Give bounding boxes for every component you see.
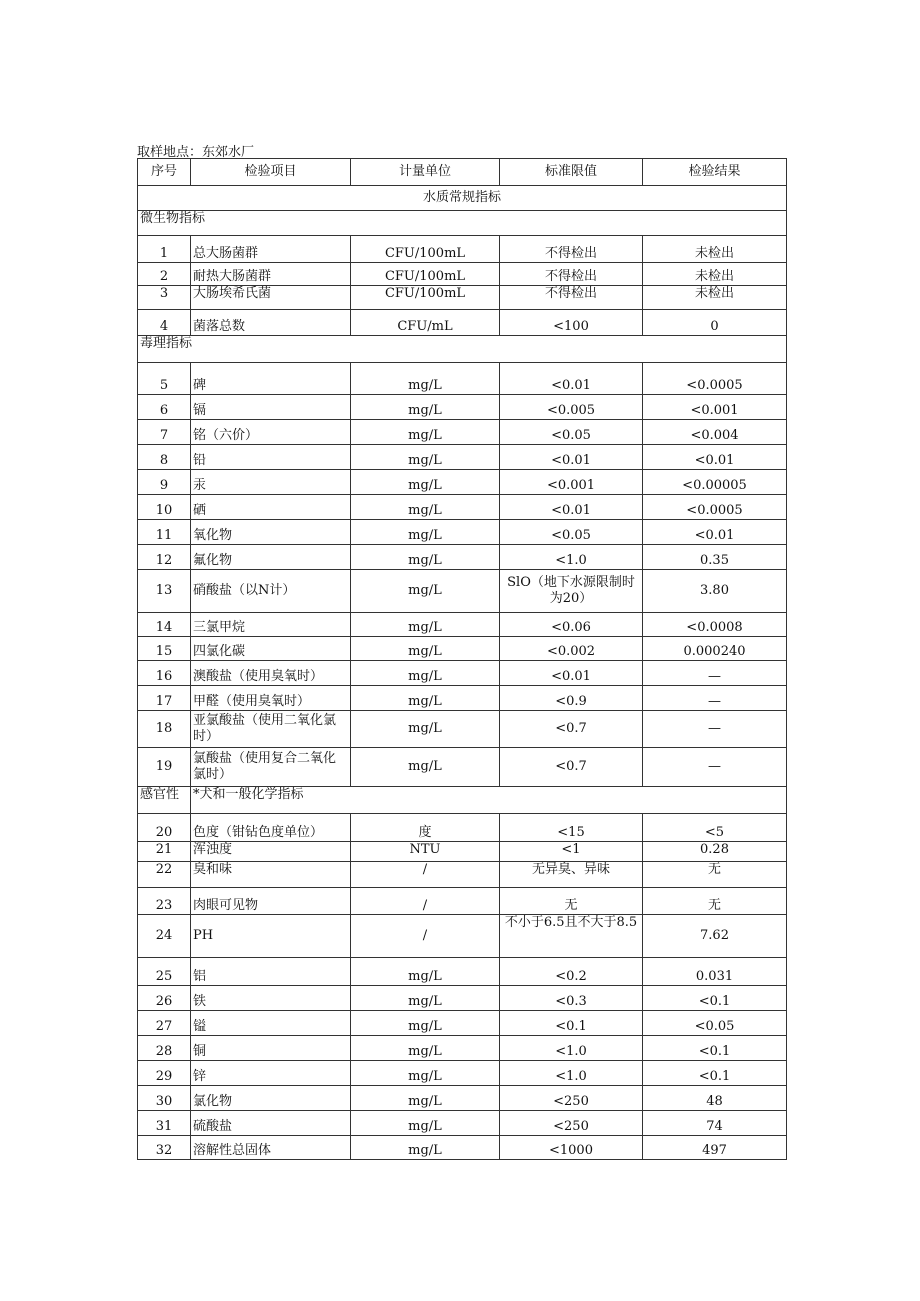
row-number: 23 (138, 888, 191, 915)
item-name: 肉眼可见物 (191, 888, 351, 915)
standard-limit: 不小于6.5且不大于8.5 (500, 915, 643, 958)
test-result: <0.0005 (643, 495, 787, 520)
standard-limit: <0.01 (500, 363, 643, 395)
row-number: 22 (138, 862, 191, 888)
row-number: 6 (138, 395, 191, 420)
group-label-cont: *犬和一般化学指标 (191, 787, 787, 814)
table-row (138, 236, 787, 263)
test-result: 未检出 (643, 263, 787, 286)
table-row (138, 986, 787, 1011)
table-row (138, 286, 787, 310)
item-name: 总大肠菌群 (191, 236, 351, 263)
group-row (138, 211, 787, 236)
item-name: 铜 (191, 1036, 351, 1061)
test-result: 无 (643, 888, 787, 915)
table-row (138, 545, 787, 570)
table-row (138, 711, 787, 748)
standard-limit: <0.7 (500, 748, 643, 787)
item-name: 铝 (191, 958, 351, 986)
test-result: <0.01 (643, 520, 787, 545)
item-name: 亚氯酸盐（使用二氧化氯时） (191, 711, 351, 748)
group-row (138, 787, 787, 814)
water-quality-table (137, 158, 787, 1160)
row-number: 28 (138, 1036, 191, 1061)
unit: mg/L (351, 470, 500, 495)
item-name: PH (191, 915, 351, 958)
standard-limit: <0.01 (500, 661, 643, 686)
header-limit: 标准限值 (500, 159, 643, 186)
test-result: — (643, 711, 787, 748)
item-name: 三氯甲烷 (191, 613, 351, 637)
unit: mg/L (351, 1011, 500, 1036)
test-result: <0.1 (643, 1036, 787, 1061)
item-name: 氧化物 (191, 520, 351, 545)
table-row (138, 1136, 787, 1160)
unit: mg/L (351, 1136, 500, 1160)
standard-limit: <1.0 (500, 545, 643, 570)
standard-limit: <0.9 (500, 686, 643, 711)
unit: mg/L (351, 1086, 500, 1111)
row-number: 24 (138, 915, 191, 958)
unit: / (351, 915, 500, 958)
test-result: 0.031 (643, 958, 787, 986)
test-result: 3.80 (643, 570, 787, 613)
unit: / (351, 862, 500, 888)
table-row (138, 445, 787, 470)
item-name: 耐热大肠菌群 (191, 263, 351, 286)
header-no: 序号 (138, 159, 191, 186)
unit: mg/L (351, 420, 500, 445)
table-row (138, 814, 787, 842)
unit: mg/L (351, 395, 500, 420)
item-name: 硫酸盐 (191, 1111, 351, 1136)
item-name: 镉 (191, 395, 351, 420)
unit: mg/L (351, 1111, 500, 1136)
test-result: 74 (643, 1111, 787, 1136)
unit: mg/L (351, 958, 500, 986)
table-row (138, 520, 787, 545)
standard-limit: <0.01 (500, 495, 643, 520)
test-result: 497 (643, 1136, 787, 1160)
row-number: 2 (138, 263, 191, 286)
unit: mg/L (351, 686, 500, 711)
test-result: <0.1 (643, 1061, 787, 1086)
table-row (138, 1061, 787, 1086)
table-row (138, 1011, 787, 1036)
row-number: 26 (138, 986, 191, 1011)
table-row (138, 613, 787, 637)
item-name: 碑 (191, 363, 351, 395)
unit: mg/L (351, 570, 500, 613)
row-number: 12 (138, 545, 191, 570)
table-row (138, 686, 787, 711)
test-result: 0 (643, 310, 787, 336)
unit: mg/L (351, 711, 500, 748)
row-number: 1 (138, 236, 191, 263)
section-title-row (138, 186, 787, 211)
row-number: 3 (138, 286, 191, 310)
item-name: 大肠埃希氏菌 (191, 286, 351, 310)
row-number: 25 (138, 958, 191, 986)
item-name: 四氯化碳 (191, 637, 351, 661)
item-name: 镒 (191, 1011, 351, 1036)
group-label: 感官性 (138, 787, 191, 814)
standard-limit: <1 (500, 842, 643, 862)
table-row (138, 862, 787, 888)
unit: mg/L (351, 545, 500, 570)
test-result: 0.35 (643, 545, 787, 570)
standard-limit: <1.0 (500, 1036, 643, 1061)
table-row (138, 495, 787, 520)
row-number: 11 (138, 520, 191, 545)
row-number: 7 (138, 420, 191, 445)
group-label: 毒理指标 (138, 336, 787, 363)
standard-limit: <250 (500, 1086, 643, 1111)
test-result: 48 (643, 1086, 787, 1111)
row-number: 8 (138, 445, 191, 470)
unit: mg/L (351, 495, 500, 520)
test-result: <0.1 (643, 986, 787, 1011)
standard-limit: <0.01 (500, 445, 643, 470)
row-number: 9 (138, 470, 191, 495)
row-number: 13 (138, 570, 191, 613)
standard-limit: <0.05 (500, 420, 643, 445)
table-row (138, 748, 787, 787)
item-name: 甲醛（使用臭氧时） (191, 686, 351, 711)
test-result: 未检出 (643, 236, 787, 263)
unit: CFU/100mL (351, 286, 500, 310)
test-result: — (643, 661, 787, 686)
item-name: 菌落总数 (191, 310, 351, 336)
item-name: 铭（六价） (191, 420, 351, 445)
group-label: 微生物指标 (138, 211, 787, 236)
unit: mg/L (351, 1061, 500, 1086)
table-row (138, 310, 787, 336)
section-title: 水质常规指标 (138, 186, 787, 211)
standard-limit: 不得检出 (500, 263, 643, 286)
unit: NTU (351, 842, 500, 862)
unit: mg/L (351, 445, 500, 470)
test-result: <0.0008 (643, 613, 787, 637)
item-name: 澳酸盐（使用臭氧时） (191, 661, 351, 686)
row-number: 27 (138, 1011, 191, 1036)
test-result: 7.62 (643, 915, 787, 958)
table-row (138, 470, 787, 495)
item-name: 氯酸盐（使用复合二氧化氯时） (191, 748, 351, 787)
standard-limit: <15 (500, 814, 643, 842)
header-row (138, 159, 787, 186)
table-row (138, 420, 787, 445)
item-name: 铁 (191, 986, 351, 1011)
standard-limit: <1.0 (500, 1061, 643, 1086)
standard-limit: <0.05 (500, 520, 643, 545)
table-row (138, 958, 787, 986)
item-name: 氯化物 (191, 1086, 351, 1111)
row-number: 21 (138, 842, 191, 862)
table-row (138, 842, 787, 862)
table-row (138, 570, 787, 613)
standard-limit: <0.002 (500, 637, 643, 661)
row-number: 17 (138, 686, 191, 711)
standard-limit: <0.1 (500, 1011, 643, 1036)
standard-limit: <0.2 (500, 958, 643, 986)
standard-limit: 不得检出 (500, 286, 643, 310)
test-result: 0.000240 (643, 637, 787, 661)
table-row (138, 1086, 787, 1111)
row-number: 18 (138, 711, 191, 748)
unit: mg/L (351, 520, 500, 545)
row-number: 4 (138, 310, 191, 336)
row-number: 16 (138, 661, 191, 686)
standard-limit: <0.005 (500, 395, 643, 420)
group-row (138, 336, 787, 363)
standard-limit: <0.001 (500, 470, 643, 495)
unit: / (351, 888, 500, 915)
test-result: <0.0005 (643, 363, 787, 395)
unit: mg/L (351, 661, 500, 686)
table-row (138, 1036, 787, 1061)
test-result: <0.00005 (643, 470, 787, 495)
unit: 度 (351, 814, 500, 842)
header-result: 检验结果 (643, 159, 787, 186)
standard-limit: <100 (500, 310, 643, 336)
row-number: 29 (138, 1061, 191, 1086)
item-name: 铅 (191, 445, 351, 470)
unit: mg/L (351, 986, 500, 1011)
sampling-location: 取样地点：东郊水厂 (137, 145, 255, 160)
unit: mg/L (351, 1036, 500, 1061)
row-number: 20 (138, 814, 191, 842)
table-row (138, 661, 787, 686)
table-row (138, 915, 787, 958)
standard-limit: <1000 (500, 1136, 643, 1160)
table-row (138, 395, 787, 420)
row-number: 15 (138, 637, 191, 661)
item-name: 溶解性总固体 (191, 1136, 351, 1160)
unit: mg/L (351, 748, 500, 787)
item-name: 臭和味 (191, 862, 351, 888)
item-name: 浑浊度 (191, 842, 351, 862)
standard-limit: <250 (500, 1111, 643, 1136)
table-row (138, 888, 787, 915)
unit: CFU/100mL (351, 263, 500, 286)
row-number: 31 (138, 1111, 191, 1136)
table-row (138, 263, 787, 286)
header-item: 检验项目 (191, 159, 351, 186)
row-number: 32 (138, 1136, 191, 1160)
table-row (138, 1111, 787, 1136)
standard-limit: <0.3 (500, 986, 643, 1011)
unit: mg/L (351, 363, 500, 395)
standard-limit: <0.7 (500, 711, 643, 748)
item-name: 硒 (191, 495, 351, 520)
table-row (138, 363, 787, 395)
table-row (138, 637, 787, 661)
test-result: <0.01 (643, 445, 787, 470)
standard-limit: 不得检出 (500, 236, 643, 263)
unit: mg/L (351, 613, 500, 637)
test-result: <5 (643, 814, 787, 842)
test-result: 未检出 (643, 286, 787, 310)
row-number: 19 (138, 748, 191, 787)
item-name: 汞 (191, 470, 351, 495)
test-result: 0.28 (643, 842, 787, 862)
unit: CFU/100mL (351, 236, 500, 263)
row-number: 5 (138, 363, 191, 395)
unit: mg/L (351, 637, 500, 661)
standard-limit: SlO（地下水源限制时为20） (500, 570, 643, 613)
test-result: — (643, 748, 787, 787)
item-name: 氟化物 (191, 545, 351, 570)
standard-limit: 无异臭、异味 (500, 862, 643, 888)
test-result: <0.05 (643, 1011, 787, 1036)
header-unit: 计量单位 (351, 159, 500, 186)
test-result: <0.001 (643, 395, 787, 420)
row-number: 10 (138, 495, 191, 520)
item-name: 色度（钳钻色度单位） (191, 814, 351, 842)
test-result: <0.004 (643, 420, 787, 445)
test-result: 无 (643, 862, 787, 888)
item-name: 硝酸盐（以N计） (191, 570, 351, 613)
item-name: 锌 (191, 1061, 351, 1086)
unit: CFU/mL (351, 310, 500, 336)
standard-limit: 无 (500, 888, 643, 915)
row-number: 14 (138, 613, 191, 637)
row-number: 30 (138, 1086, 191, 1111)
standard-limit: <0.06 (500, 613, 643, 637)
test-result: — (643, 686, 787, 711)
